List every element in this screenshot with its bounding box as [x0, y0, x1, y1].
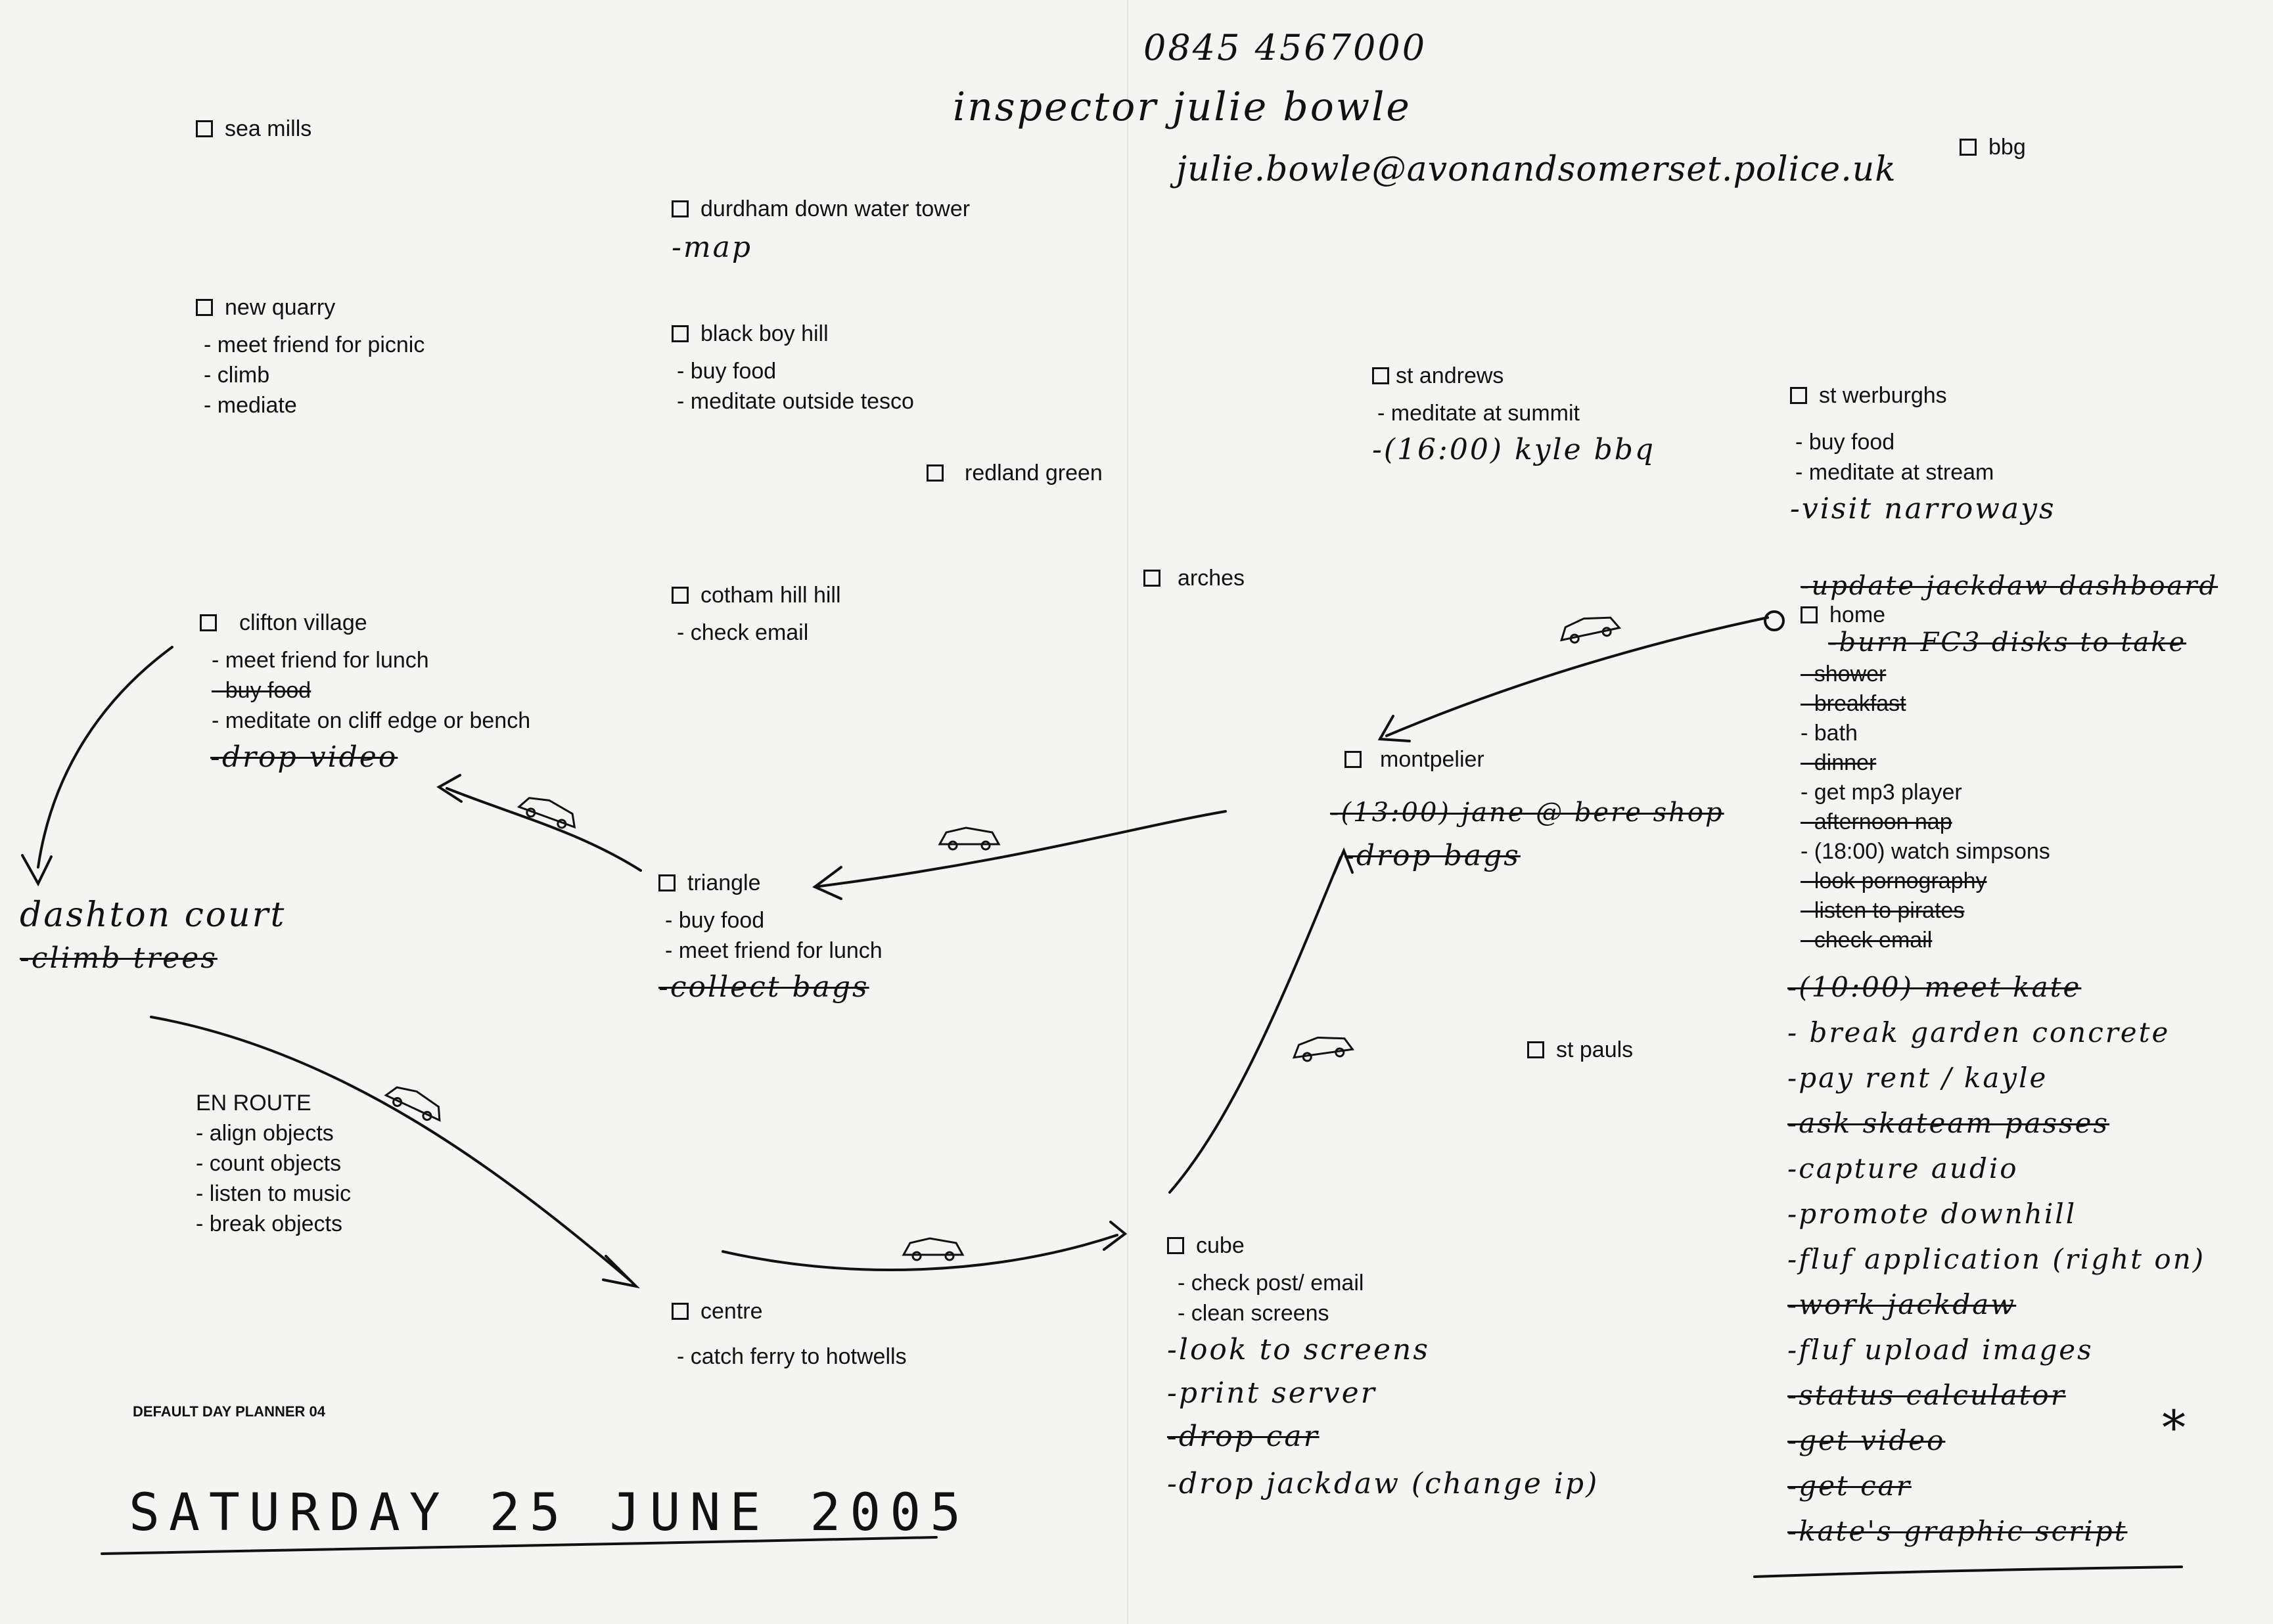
location-label: centre: [700, 1299, 763, 1324]
location-label: new quarry: [225, 295, 336, 320]
car-icon: [384, 1081, 447, 1125]
checkbox-cube[interactable]: [1167, 1237, 1184, 1254]
list-item: - break objects: [196, 1211, 342, 1236]
list-item: - listen to music: [196, 1181, 352, 1206]
handwritten-note: -(13:00) jane @ bere shop: [1330, 798, 1724, 828]
checkbox-montpelier[interactable]: [1344, 751, 1362, 768]
handwritten-note: -drop bags: [1344, 839, 1521, 872]
checkbox-st-werburghs[interactable]: [1790, 387, 1807, 404]
location-label: arches: [1178, 566, 1245, 591]
handwritten-note: - break garden concrete: [1787, 1016, 2170, 1049]
handwritten-note: -kate's graphic script: [1787, 1515, 2128, 1547]
list-item: - check post/ email: [1178, 1271, 1364, 1296]
location-label: cotham hill hill: [700, 583, 841, 608]
list-item: - clean screens: [1178, 1301, 1329, 1326]
handwritten-note: -ask skateam passes: [1787, 1107, 2110, 1139]
handwritten-note: -look to screens: [1167, 1333, 1430, 1366]
list-item: - listen to pirates: [1801, 898, 1965, 923]
car-icon: [904, 1238, 963, 1260]
handwritten-note: -drop video: [210, 740, 398, 774]
list-item: - align objects: [196, 1121, 334, 1146]
list-item: - bath: [1801, 721, 1858, 746]
location-clifton-village: [200, 610, 530, 779]
location-dashton-court: [20, 893, 286, 980]
handwritten-note: -update jackdaw dashboard: [1801, 571, 2218, 601]
location-label: triangle: [687, 870, 761, 895]
location-cube: [1167, 1232, 1599, 1506]
list-item: - count objects: [196, 1151, 342, 1176]
location-bbg: [1960, 134, 2026, 160]
checkbox-triangle[interactable]: [658, 874, 676, 891]
route-arrow-clifton-to-ashton: [38, 647, 172, 867]
checkbox-clifton-village[interactable]: [200, 614, 217, 631]
checkbox-black-boy-hill[interactable]: [672, 325, 689, 342]
handwritten-note: -pay rent / kayle: [1787, 1062, 2048, 1094]
planner-label: DEFAULT DAY PLANNER 04: [133, 1403, 325, 1420]
checkbox-st-andrews[interactable]: [1372, 367, 1389, 384]
list-item: - shower: [1801, 662, 1887, 687]
handwritten-note: -drop jackdaw (change ip): [1167, 1467, 1599, 1500]
location-label: redland green: [965, 461, 1103, 485]
checkbox-bbg[interactable]: [1960, 139, 1977, 156]
handwritten-note: -get video: [1787, 1424, 1946, 1456]
location-durdham-down: [672, 196, 970, 269]
checkbox-centre[interactable]: [672, 1303, 689, 1320]
list-item: - buy food: [677, 359, 777, 384]
location-st-pauls: [1527, 1037, 1633, 1063]
checkbox-cotham-hill[interactable]: [672, 587, 689, 604]
list-item: - meet friend for lunch: [665, 938, 883, 963]
handwritten-note: -print server: [1167, 1376, 1377, 1410]
location-label: home: [1829, 602, 1886, 627]
location-montpelier: [1330, 746, 1724, 878]
checkbox-new-quarry[interactable]: [196, 299, 213, 316]
location-st-andrews: [1372, 363, 1655, 472]
handwritten-note: -fluf upload images: [1787, 1334, 2094, 1366]
en-route-section: [196, 1088, 351, 1239]
arrowhead-ashton: [22, 855, 51, 884]
location-cotham-hill: [672, 582, 841, 648]
handwritten-note: -map: [672, 231, 752, 264]
location-sea-mills: [196, 116, 311, 142]
handwritten-title: dashton court: [20, 895, 287, 935]
list-item: - breakfast: [1801, 691, 1906, 716]
location-label: st werburghs: [1819, 383, 1947, 408]
location-st-werburghs: [1790, 382, 2056, 531]
handwritten-note: -promote downhill: [1787, 1198, 2077, 1230]
list-item: - check email: [677, 620, 809, 645]
asterisk-mark: *: [2162, 1400, 2188, 1455]
handwritten-note: -climb trees: [20, 941, 218, 975]
date-heading: SATURDAY 25 JUNE 2005: [129, 1483, 971, 1543]
location-home: [1787, 570, 2218, 1554]
handwritten-note: -fluf application (right on): [1787, 1243, 2206, 1275]
handwritten-note: -visit narroways: [1790, 492, 2056, 526]
location-centre: [672, 1298, 907, 1372]
list-item: - meditate at summit: [1377, 401, 1580, 426]
location-new-quarry: [196, 294, 425, 420]
list-item: - catch ferry to hotwells: [677, 1344, 907, 1369]
list-item: - meditate at stream: [1795, 460, 1994, 485]
location-label: st andrews: [1396, 363, 1504, 388]
location-label: montpelier: [1380, 747, 1484, 772]
location-arches: [1143, 565, 1245, 591]
handwritten-note: -work jackdaw: [1787, 1288, 2017, 1320]
list-item: - dinner: [1801, 750, 1877, 775]
list-item: - buy food: [212, 678, 311, 703]
location-label: clifton village: [239, 610, 367, 635]
list-item: - check email: [1801, 928, 1933, 953]
location-triangle: [658, 870, 883, 1009]
list-item: - meditate on cliff edge or bench: [212, 708, 531, 733]
list-item: - climb: [204, 363, 270, 388]
location-label: black boy hill: [700, 321, 829, 346]
checkbox-sea-mills[interactable]: [196, 120, 213, 137]
contact-email: julie.bowle@avonandsomerset.police.uk: [1176, 150, 1896, 189]
handwritten-note: -(16:00) kyle bbq: [1372, 433, 1656, 466]
handwritten-note: -status calculator: [1787, 1379, 2066, 1411]
location-redland-green: [927, 460, 1103, 486]
list-item: - buy food: [665, 908, 765, 933]
handwritten-note: -capture audio: [1787, 1152, 2019, 1184]
checkbox-arches[interactable]: [1143, 570, 1160, 587]
list-item: - meet friend for picnic: [204, 332, 425, 357]
location-label: sea mills: [225, 116, 312, 141]
car-icon: [1558, 612, 1620, 645]
checkbox-redland-green[interactable]: [927, 464, 944, 482]
checkbox-st-pauls[interactable]: [1527, 1041, 1544, 1058]
list-item: - (18:00) watch simpsons: [1801, 839, 2050, 864]
list-item: - buy food: [1795, 430, 1895, 455]
route-arrow-cube-to-montpelier: [1170, 857, 1341, 1192]
location-label: cube: [1196, 1233, 1245, 1258]
underline-cube-last: [1755, 1567, 2182, 1577]
phone-number: 0845 4567000: [1143, 27, 1427, 68]
home-handwritten-list: [1787, 964, 2218, 1554]
list-item: - meet friend for lunch: [212, 648, 429, 673]
car-icon: [940, 828, 999, 849]
home-task-list: [1801, 660, 2218, 955]
en-route-title: EN ROUTE: [196, 1091, 311, 1116]
list-item: - meditate outside tesco: [677, 389, 914, 414]
location-black-boy-hill: [672, 321, 914, 417]
checkbox-durdham-down[interactable]: [672, 200, 689, 217]
contact-name: inspector julie bowle: [953, 84, 1412, 130]
home-start-circle: [1765, 612, 1783, 630]
list-item: - get mp3 player: [1801, 780, 1962, 805]
list-item: - look pornography: [1801, 868, 1987, 893]
checkbox-home[interactable]: [1801, 606, 1818, 623]
location-label: durdham down water tower: [700, 196, 971, 221]
list-item: - mediate: [204, 393, 297, 418]
location-label: st pauls: [1556, 1037, 1634, 1062]
handwritten-note: -drop car: [1167, 1420, 1320, 1453]
handwritten-note: -get car: [1787, 1470, 1912, 1502]
car-icon: [1292, 1033, 1354, 1062]
location-label: bbg: [1988, 135, 2026, 160]
handwritten-note: -(10:00) meet kate: [1787, 971, 2082, 1003]
list-item: - afternoon nap: [1801, 809, 1952, 834]
handwritten-note: -collect bags: [658, 970, 869, 1004]
handwritten-note: -burn FC3 disks to take: [1828, 627, 2187, 658]
